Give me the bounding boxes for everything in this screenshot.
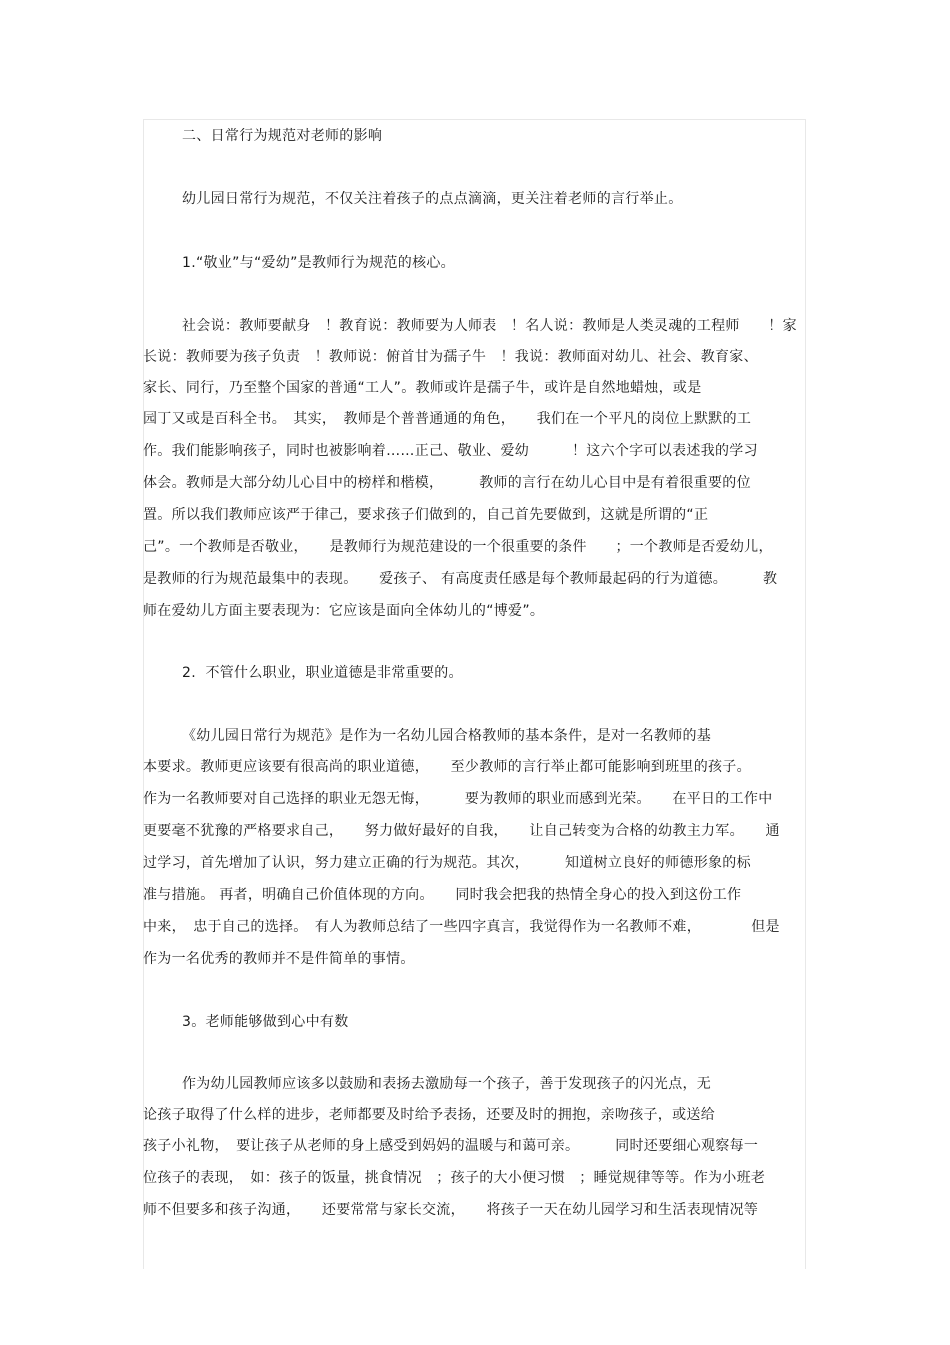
- point2-line: 作为一名优秀的教师并不是件简单的事情。: [143, 951, 415, 967]
- point3-line: 作为幼儿园教师应该多以鼓励和表扬去激励每一个孩子，善于发现孩子的闪光点，无: [182, 1076, 712, 1092]
- section-heading: 二、日常行为规范对老师的影响: [182, 128, 383, 144]
- point2-line: 《幼儿园日常行为规范》是作为一名幼儿园合格教师的基本条件，是对一名教师的基: [182, 728, 712, 744]
- point1-line: 师在爱幼儿方面主要表现为：它应该是面向全体幼儿的“博爱”。: [143, 603, 545, 619]
- point3-line: 论孩子取得了什么样的进步，老师都要及时给予表扬，还要及时的拥抱，亲吻孩子，或送给: [143, 1107, 715, 1123]
- point2-line: 中来， 忠于自己的选择。 有人为教师总结了一些四字真言，我觉得作为一名教师不难， 但是: [143, 919, 780, 935]
- point3-heading: 3。老师能够做到心中有数: [182, 1014, 349, 1030]
- point3-line: 孩子小礼物， 要让孩子从老师的身上感受到妈妈的温暖与和蔼可亲。 同时还要细心观察每一: [143, 1138, 759, 1154]
- point3-line: 师不但要多和孩子沟通， 还要常常与家长交流， 将孩子一天在幼儿园学习和生活表现情况等: [143, 1202, 759, 1218]
- point3-line: 位孩子的表现， 如：孩子的饭量，挑食情况 ；孩子的大小便习惯 ；睡觉规律等等。作为小班老: [143, 1170, 766, 1186]
- point1-line: 置。所以我们教师应该严于律己，要求孩子们做到的，自己首先要做到，这就是所谓的“正: [143, 507, 709, 523]
- page-frame: [143, 119, 806, 1269]
- point1-heading: 1.“敬业”与“爱幼”是教师行为规范的核心。: [182, 255, 455, 271]
- point1-line: 己”。一个教师是否敬业， 是教师行为规范建设的一个很重要的条件 ；一个教师是否爱幼儿，: [143, 539, 773, 555]
- intro-paragraph: 幼儿园日常行为规范，不仅关注着孩子的点点滴滴，更关注着老师的言行举止。: [182, 191, 683, 207]
- point1-line: 长说：教师要为孩子负责 ！教师说：俯首甘为孺子牛 ！我说：教师面对幼儿、社会、教育家、: [143, 349, 758, 365]
- point2-line: 过学习，首先增加了认识，努力建立正确的行为规范。其次， 知道树立良好的师德形象的标: [143, 855, 751, 871]
- point1-line: 园丁又或是百科全书。 其实， 教师是个普普通通的角色， 我们在一个平凡的岗位上默默的工: [143, 411, 752, 427]
- point2-line: 准与措施。 再者，明确自己价值体现的方向。 同时我会把我的热情全身心的投入到这份工作: [143, 887, 742, 903]
- point2-heading: 2. 不管什么职业，职业道德是非常重要的。: [182, 665, 463, 681]
- point2-line: 作为一名教师要对自己选择的职业无怨无悔， 要为教师的职业而感到光荣。 在平日的工作中: [143, 791, 773, 807]
- point1-line: 是教师的行为规范最集中的表现。 爱孩子、 有高度责任感是每个教师最起码的行为道德。 教: [143, 571, 778, 587]
- point1-line: 作。我们能影响孩子，同时也被影响着……正己、敬业、爱幼 ！这六个字可以表述我的学习: [143, 443, 758, 459]
- point1-line: 社会说：教师要献身 ！教育说：教师要为人师表 ！名人说：教师是人类灵魂的工程师 ！家: [182, 318, 797, 334]
- point1-line: 体会。教师是大部分幼儿心目中的榜样和楷模， 教师的言行在幼儿心目中是有着很重要的位: [143, 475, 751, 491]
- point2-line: 更要毫不犹豫的严格要求自己， 努力做好最好的自我， 让自己转变为合格的幼教主力军。 通: [143, 823, 780, 839]
- point2-line: 本要求。教师更应该要有很高尚的职业道德， 至少教师的言行举止都可能影响到班里的孩子。: [143, 759, 751, 775]
- point1-line: 家长、同行，乃至整个国家的普通“工人”。教师或许是孺子牛，或许是自然地蜡烛，或是: [143, 380, 702, 396]
